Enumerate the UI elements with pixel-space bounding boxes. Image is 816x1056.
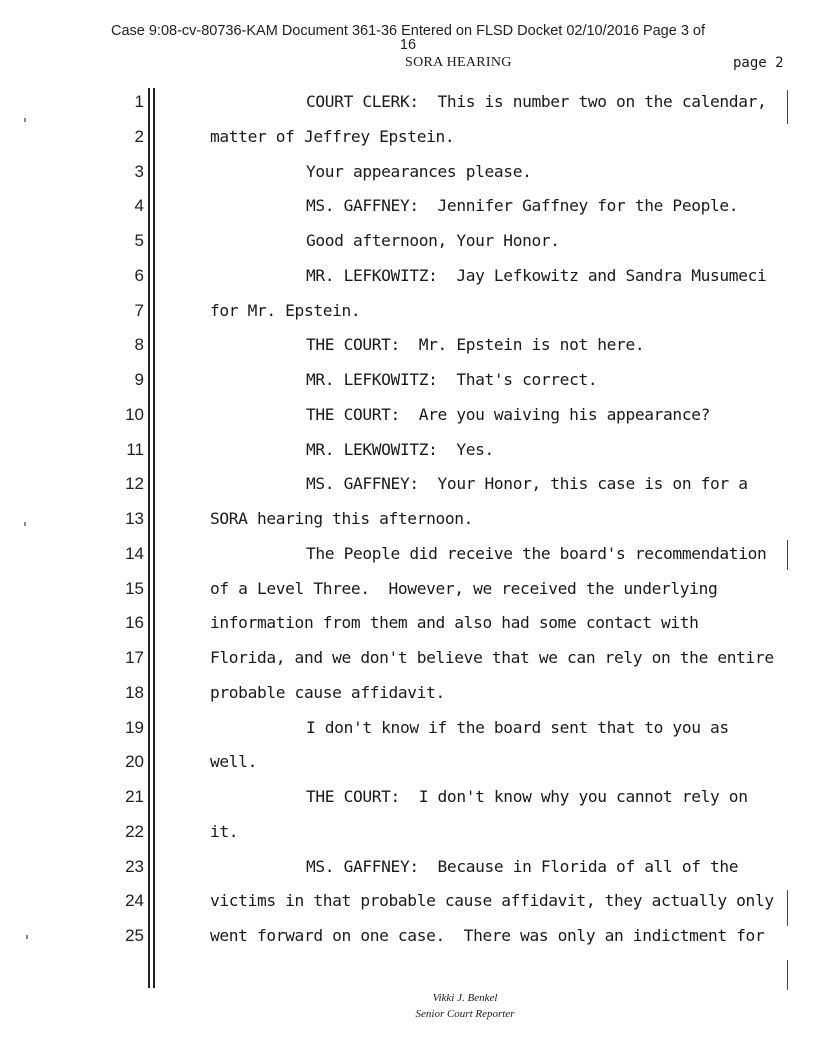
transcript-line [0, 609, 816, 637]
transcript-line [0, 644, 816, 672]
reporter-name: Vikki J. Benkel [432, 992, 498, 1004]
line-text: SORA hearing this afternoon. [210, 509, 474, 528]
transcript-title: SORA HEARING [405, 55, 512, 70]
transcript-line [0, 297, 816, 325]
transcript-line [0, 575, 816, 603]
line-text: probable cause affidavit. [210, 682, 445, 702]
line-text: Your appearances please. [306, 161, 532, 181]
transcript-line [0, 262, 816, 290]
docket-stamp-line2: 16 [399, 37, 417, 53]
transcript-line [0, 818, 816, 846]
transcript-line [0, 192, 816, 220]
transcript-line [0, 470, 816, 498]
line-number: 16 [125, 613, 144, 633]
transcript-line [0, 436, 816, 464]
transcript-line [0, 887, 816, 915]
line-text: it. [210, 821, 239, 841]
line-number: 21 [125, 787, 144, 806]
line-text: THE COURT: I don't know why you cannot rely on [306, 787, 748, 806]
line-text: information from them and also had some contact with [210, 613, 699, 633]
transcript-line [0, 158, 816, 186]
line-text: MR. LEKWOWITZ: Yes. [306, 439, 494, 459]
transcript-line [0, 748, 816, 776]
line-number: 4 [134, 196, 144, 216]
line-number: 17 [125, 648, 144, 667]
page-number: page 2 [733, 55, 784, 71]
line-text: of a Level Three. However, we received the underlying [210, 578, 718, 598]
line-text: COURT CLERK: This is number two on the calendar, [306, 92, 767, 111]
transcript-line [0, 679, 816, 707]
line-number: 6 [134, 265, 144, 285]
line-text: matter of Jeffrey Epstein. [210, 126, 455, 146]
docket-stamp-line1: Case 9:08-cv-80736-KAM Document 361-36 Entered on FLSD Docket 02/10/2016 Page 3 of [110, 23, 706, 39]
transcript-line [0, 783, 816, 811]
transcript-line [0, 366, 816, 394]
line-text: The People did receive the board's recommendation [306, 543, 767, 563]
line-number: 9 [134, 370, 144, 389]
line-number: 2 [134, 126, 144, 146]
transcript-line [0, 123, 816, 151]
line-number: 20 [125, 752, 144, 772]
line-number: 10 [125, 404, 144, 424]
transcript-line [0, 853, 816, 881]
line-text: went forward on one case. There was only an indictment for [210, 926, 765, 945]
line-text: for Mr. Epstein. [210, 300, 361, 320]
line-text: MS. GAFFNEY: Because in Florida of all of the [306, 856, 739, 876]
line-number: 15 [125, 578, 144, 598]
reporter-title: Senior Court Reporter [415, 1008, 515, 1020]
line-number: 14 [125, 543, 144, 563]
transcript-line [0, 714, 816, 742]
line-number: 8 [134, 335, 144, 355]
line-text: victims in that probable cause affidavit, they actually only [210, 891, 774, 911]
line-text: I don't know if the board sent that to you as [306, 717, 729, 737]
transcript-line [0, 922, 816, 950]
line-number: 11 [126, 439, 144, 459]
transcript-line [0, 540, 816, 568]
line-text: Good afternoon, Your Honor. [306, 231, 560, 250]
line-number: 19 [125, 717, 144, 737]
line-number: 18 [125, 682, 144, 702]
line-number: 13 [125, 509, 144, 528]
line-text: well. [210, 752, 257, 772]
line-number: 25 [125, 926, 144, 945]
right-margin-mark [787, 960, 788, 990]
line-text: MS. GAFFNEY: Your Honor, this case is on for a [306, 474, 748, 494]
line-text: MS. GAFFNEY: Jennifer Gaffney for the People. [306, 196, 739, 216]
line-number: 3 [134, 161, 144, 181]
line-text: THE COURT: Are you waiving his appearance? [306, 404, 711, 424]
scan-speck [24, 118, 26, 122]
line-text: THE COURT: Mr. Epstein is not here. [306, 335, 645, 355]
line-number: 23 [125, 856, 144, 876]
line-text: Florida, and we don't believe that we can rely on the entire [210, 648, 774, 667]
line-text: MR. LEFKOWITZ: That's correct. [306, 370, 598, 389]
line-text: MR. LEFKOWITZ: Jay Lefkowitz and Sandra Musumeci [306, 265, 767, 285]
line-number: 22 [125, 821, 144, 841]
line-number: 1 [134, 92, 144, 111]
line-number: 24 [125, 891, 144, 911]
transcript-line [0, 401, 816, 429]
transcript-line [0, 88, 816, 116]
transcript-line [0, 331, 816, 359]
transcript-line [0, 227, 816, 255]
line-number: 12 [125, 474, 144, 494]
docket-stamp [0, 24, 816, 52]
transcript-line [0, 505, 816, 533]
line-number: 5 [134, 231, 144, 250]
line-number: 7 [134, 300, 144, 320]
